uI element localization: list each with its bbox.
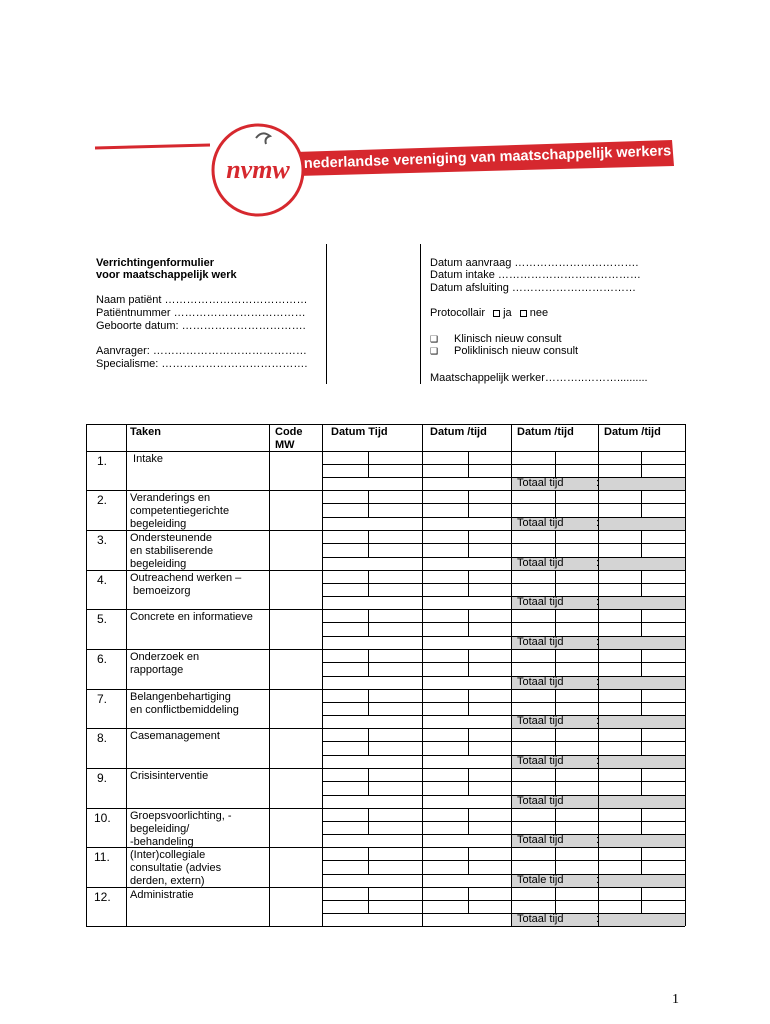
total-colon: : [596,715,600,727]
task-label-line: -behandeling [130,836,194,848]
task-label-line: bemoeizorg [130,585,191,597]
checkbox-klinisch[interactable]: ❑ [430,334,439,344]
entry-row-line [322,583,685,584]
task-number: 4. [97,573,108,587]
sub-column-line [468,451,469,477]
sub-column-line [555,728,556,755]
task-number: 2. [97,493,108,507]
task-label-line: Outreachend werken – [130,572,242,584]
sub-column-line [641,649,642,676]
logo-banner-text: nederlandse vereniging van maatschappelijk werkers [303,143,672,172]
entry-row-line [322,795,685,796]
field-datum-afsluiting[interactable]: Datum afsluiting ……………….…………… [430,282,636,294]
task-number: 5. [97,612,108,626]
sub-column-line [368,451,369,477]
task-number: 1. [97,454,108,468]
consult-poliklinisch-label: Poliklinisch nieuw consult [454,345,579,357]
task-label-line: (Inter)collegiale [130,849,206,861]
sub-column-line [641,768,642,795]
task-label [130,492,229,531]
sub-column-line [555,649,556,676]
field-datum-intake[interactable]: Datum intake ………………………………… [430,269,641,281]
task-label-line: derden, extern) [130,875,205,887]
header-code-line2: MW [275,439,295,451]
task-row-border [86,649,685,650]
total-colon: : [596,755,600,767]
sub-column-line [555,609,556,636]
entry-row-line [322,557,685,558]
task-number: 11. [94,850,110,864]
entry-row-line [322,622,685,623]
field-datum-aanvraag[interactable]: Datum aanvraag ……………………………. [430,257,639,269]
header-4: Datum /tijd [517,426,574,438]
column-line [322,424,323,926]
entry-row-line [322,715,685,716]
total-label: Totaal tijd [517,636,564,648]
entry-row-line [322,900,685,901]
task-number: 10. [94,811,111,825]
table-top-border [86,424,685,425]
task-row-border [86,808,685,809]
column-line [685,424,686,926]
sub-column-line [641,847,642,874]
entry-row-line [322,781,685,782]
total-colon: : [596,636,600,648]
task-label [130,810,232,849]
task-label-line: Administratie [130,889,194,901]
consult-klinisch-label: Klinisch nieuw consult [454,333,562,345]
sub-column-line [368,530,369,557]
sub-column-line [555,530,556,557]
task-label [130,691,239,717]
field-naam-patient[interactable]: Naam patiënt ………………………………… [96,294,308,306]
task-label-line: Casemanagement [130,730,220,742]
sub-column-line [468,847,469,874]
task-number: 9. [97,771,108,785]
header-0: Taken [130,426,161,438]
task-number: 7. [97,692,108,706]
sub-column-line [368,728,369,755]
task-label-line: Intake [130,453,164,465]
sub-column-line [555,847,556,874]
task-number: 3. [97,533,108,547]
sub-column-line [468,649,469,676]
sub-column-line [368,689,369,715]
task-label-line: en stabiliserende [130,545,214,557]
task-label-line: Ondersteunende [130,532,212,544]
task-row-border [86,609,685,610]
total-label: Totale tijd [517,874,564,886]
entry-row-line [322,464,685,465]
task-label [130,532,213,571]
task-label [130,889,194,902]
sub-column-line [641,570,642,596]
total-label: Totaal tijd [517,834,564,846]
protocollair-label: Protocollair [430,307,486,319]
total-colon: : [596,874,600,886]
entry-row-line [322,821,685,822]
sub-column-line [368,847,369,874]
form-title-line1: Verrichtingenformulier [96,257,214,269]
task-label [130,572,241,598]
sub-column-line [641,808,642,834]
entry-row-line [322,874,685,875]
task-label-line: competentiegerichte [130,505,230,517]
sub-column-line [368,490,369,517]
entry-row-line [322,741,685,742]
column-line [269,424,270,926]
sub-column-line [468,808,469,834]
total-label: Totaal tijd [517,676,564,688]
sub-column-line [468,887,469,913]
sub-column-line [468,689,469,715]
entry-row-line [322,503,685,504]
total-label: Totaal tijd [517,596,564,608]
column-line [86,424,87,926]
task-label-line: Onderzoek en [130,651,200,663]
entry-row-line [322,755,685,756]
column-line [126,424,127,926]
sub-column-line [368,609,369,636]
header-5: Datum /tijd [604,426,661,438]
task-label-line: Belangenbehartiging [130,691,231,703]
header-1 [275,426,303,452]
page-number: 1 [672,992,679,1007]
sub-column-line [641,451,642,477]
total-colon: : [596,834,600,846]
sub-column-line [468,490,469,517]
entry-row-line [322,676,685,677]
sub-column-line [555,570,556,596]
total-label: Totaal tijd [517,755,564,767]
total-colon: : [596,913,600,925]
total-label: Totaal tijd [517,517,564,529]
entry-row-line [322,860,685,861]
column-line [598,424,599,926]
sub-column-line [368,808,369,834]
logo-text: nvmw [226,155,290,184]
sub-column-line [555,451,556,477]
entry-row-line [322,636,685,637]
sub-column-line [555,490,556,517]
sub-column-line [468,768,469,795]
task-label [130,770,208,783]
total-colon: : [596,557,600,569]
task-label [130,730,220,743]
task-label [130,611,253,624]
sub-column-line [368,768,369,795]
sub-column-line [641,728,642,755]
task-row-border [86,689,685,690]
entry-row-line [322,596,685,597]
task-label-line: begeleiding [130,518,187,530]
sub-column-line [641,490,642,517]
task-label-line: rapportage [130,664,184,676]
sub-column-line [641,887,642,913]
total-label: Totaal tijd [517,477,564,489]
task-number: 12. [94,890,111,904]
header-2: Datum Tijd [331,426,388,438]
column-line [422,424,423,926]
header-3: Datum /tijd [430,426,487,438]
total-colon: : [596,676,600,688]
task-label [130,651,199,677]
total-colon: : [596,596,600,608]
total-colon: : [596,477,600,489]
task-label-line: Concrete en informatieve [130,611,253,623]
column-line [511,424,512,926]
sub-column-line [555,689,556,715]
entry-row-line [322,913,685,914]
task-label-line: begeleiding/ [130,823,190,835]
sub-column-line [555,768,556,795]
field-specialisme[interactable]: Specialisme: …………………………………. [96,358,308,370]
task-row-border [86,728,685,729]
sub-column-line [368,570,369,596]
header-code-line1: Code [275,426,303,438]
task-label-line: Crisisinterventie [130,770,209,782]
entry-row-line [322,517,685,518]
sub-column-line [555,808,556,834]
total-label: Totaal tijd [517,913,564,925]
task-number: 6. [97,652,108,666]
task-row-border [86,490,685,491]
task-label-line: en conflictbemiddeling [130,704,239,716]
option-ja-label: ja [503,307,512,319]
field-geboorte-datum[interactable]: Geboorte datum: ……………………………. [96,320,306,332]
sub-column-line [468,728,469,755]
form-title-line2: voor maatschappelijk werk [96,269,237,281]
task-number: 8. [97,731,108,745]
task-label [130,849,221,888]
sub-column-line [641,530,642,557]
sub-column-line [368,887,369,913]
field-patientnummer[interactable]: Patiëntnummer ……………………………… [96,307,306,319]
task-label-line: consultatie (advies [130,862,222,874]
checkbox-poliklinisch[interactable]: ❑ [430,346,439,356]
task-label-line: Veranderings en [130,492,211,504]
entry-row-line [322,477,685,478]
total-colon: : [596,517,600,529]
total-label: Totaal tijd [517,557,564,569]
task-label [130,453,163,466]
table-bottom-border [86,926,685,927]
task-label-line: Groepsvoorlichting, - [130,810,232,822]
sub-column-line [368,649,369,676]
total-label: Totaal tijd [517,715,564,727]
entry-row-line [322,702,685,703]
sub-column-line [468,530,469,557]
sub-column-line [555,887,556,913]
entry-row-line [322,834,685,835]
task-label-line: begeleiding [130,558,187,570]
total-label: Totaal tijd [517,795,564,807]
sub-column-line [641,609,642,636]
sub-column-line [468,570,469,596]
entry-row-line [322,662,685,663]
field-aanvrager[interactable]: Aanvrager: …………………………………… [96,345,307,357]
task-row-border [86,451,685,452]
field-maatschappelijk-werker[interactable]: Maatschappelijk werker………..……….......... [430,372,648,384]
sub-column-line [641,689,642,715]
entry-row-line [322,543,685,544]
sub-column-line [468,609,469,636]
option-nee-label: nee [529,307,549,319]
task-row-border [86,768,685,769]
